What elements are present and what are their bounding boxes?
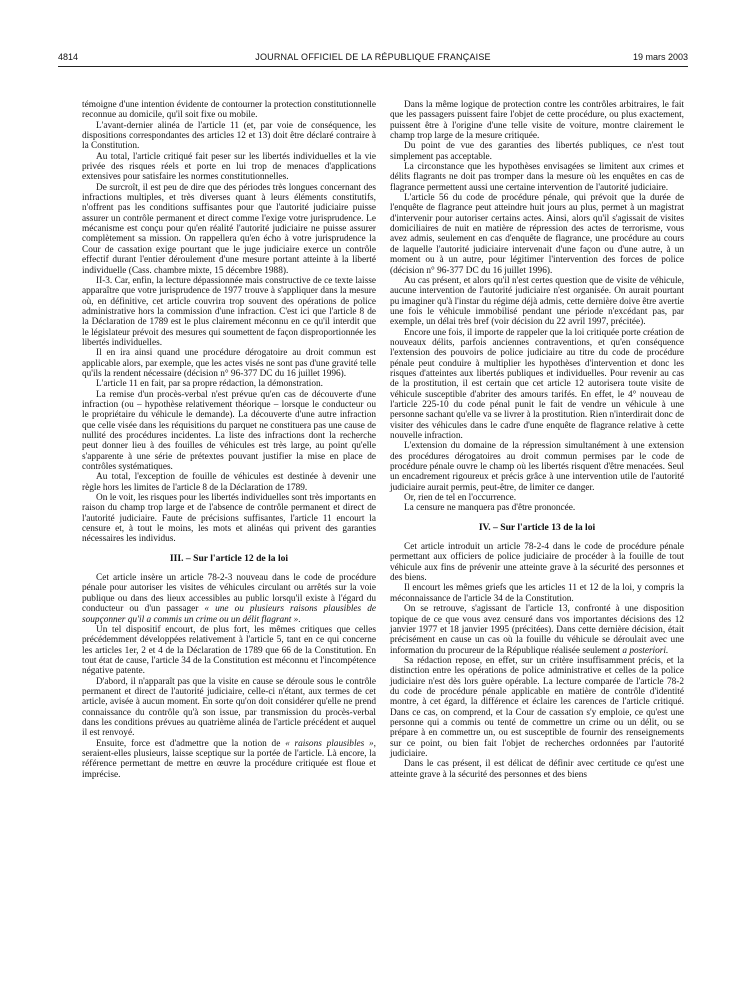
paragraph: La circonstance que les hypothèses envisagées se limitent aux crimes et délits flagrants ne doit pas tromper dans la mesure où les enquêtes en cas de flagrance permettent aussi une certaine intervention de l'autorité judiciaire. <box>390 162 684 193</box>
paragraph: Un tel dispositif encourt, de plus fort, les mêmes critiques que celles précédemment développées relativement à l'article 5, tant en ce qui concerne les articles 1er, 2 et 4 de la Déclaration de 1789 que 66 de la Constitution. En tout état de cause, l'article 34 de la Constitution est méconnu et l'incompétence négative patente. <box>82 624 376 677</box>
paragraph: Dans le cas présent, il est délicat de définir avec certitude ce qu'est une atteinte grave à la sécurité des personnes et des biens <box>390 759 684 780</box>
paragraph: II-3. Car, enfin, la lecture dépassionnée mais constructive de ce texte laisse apparaître que votre jurisprudence de 1977 trouve à s'appliquer dans la mesure où, en définitive, cet article couvrira trop souvent des opérations de police administrative hors la commission d'une infraction. C'est ici que l'article 8 de la Déclaration de 1789 est le plus clairement méconnu en ce qu'il interdit que le législateur prévoit des mesures qui soumettent de façon disproportionnée les libertés individuelles. <box>82 275 376 348</box>
paragraph: Or, rien de tel en l'occurrence. <box>404 493 517 504</box>
paragraph: Dans la même logique de protection contre les contrôles arbitraires, le fait que les passagers puissent faire l'objet de cette procédure, ou plus exactement, puissent être à l'origine d'une telle visite de voiture, montre clairement le champ trop large de la mesure critiquée. <box>390 100 684 142</box>
paragraph: La censure ne manquera pas d'être prononcée. <box>404 503 576 514</box>
paragraph: L'article 11 en fait, par sa propre rédaction, la démonstration. <box>96 379 323 390</box>
right-column <box>390 100 684 780</box>
paragraph <box>82 573 376 625</box>
paragraph: Au total, l'exception de fouille de véhicules est destinée à devenir une règle hors les limites de l'article 8 de la Déclaration de 1789. <box>82 472 376 493</box>
paragraph: Sa rédaction repose, en effet, sur un critère insuffisamment précis, et la distinction entre les opérations de police administrative et celles de la police judiciaire n'est dès lors guère opérable. La lecture comparée de l'article 78-2 du code de procédure pénale applicable en matière de contrôle d'identité montre, à cet égard, la différence et éclaire les carences de l'article critiqué. Dans ce cas, on comprend, et la Cour de cassation s'y emploie, ce qu'est une personne qui a commis ou tenté de commettre un crime ou un délit, ou se prépare à en commettre un, ou est susceptible de fournir des renseignements sur ce point, ou bien fait l'objet de recherches ordonnées par l'autorité judiciaire. <box>390 655 684 759</box>
paragraph: L'extension du domaine de la répression simultanément à une extension des procédures dérogatoires au droit commun permises par le code de procédure pénale ouvre le champ où les libertés risquent d'être menacées. Seul un encadrement rigoureux et précis grâce à une intervention utile de l'autorité judiciaire aurait permis, peut-être, de limiter ce danger. <box>390 441 684 493</box>
paragraph: L'article 56 du code de procédure pénale, qui prévoit que la durée de l'enquête de flagrance peut atteindre huit jours au plus, permet à un magistrat d'intervenir pour autoriser certains actes. Ainsi, alors qu'il s'agissait de visites domiciliaires de nuit en matière de répression des actes de terrorisme, vous avez admis, seulement en cas d'enquête de flagrance, une procédure au cours de laquelle l'autorité judiciaire intervenait d'une façon ou d'une autre, à un moment ou à un autre, pour légitimer l'intervention des forces de police (décision n° 96-377 DC du 16 juillet 1996). <box>390 193 684 276</box>
paragraph-text: Cet article insère un article 78-2-3 nouveau dans le code de procédure pénale pour autoriser les visites de véhicules circulant ou arrêtés sur la voie publique ou dans des lieux accessibles au public lorsqu'il existe à l'égard du conducteur ou d'un passager <box>82 573 376 615</box>
quotation: « une ou plusieurs raisons plausibles de soupçonner qu'il a commis un crime ou un délit flagrant ». <box>82 604 376 625</box>
paragraph-text: Ensuite, force est d'admettre que la notion de <box>96 738 286 749</box>
paragraph: témoigne d'une intention évidente de contourner la protection constitutionnelle reconnue au domicile, qu'il soit fixe ou mobile. <box>82 100 376 121</box>
paragraph: Il en ira ainsi quand une procédure dérogatoire au droit commun est applicable alors, par exemple, que les actes visés ne sont pas d'une gravité telle qu'ils la rendent nécessaire (décision n° 96-377 DC du 16 juillet 1996). <box>82 348 376 379</box>
section-heading-article-12: III. – Sur l'article 12 de la loi <box>169 552 289 564</box>
section-heading-article-13: IV. – Sur l'article 13 de la loi <box>478 521 596 533</box>
left-column <box>82 100 376 780</box>
paragraph-text: , seraient-elles plusieurs, laisse sceptique sur la portée de l'article. Là encore, la référence permettant de mettre en œuvre la procédure critiquée est floue et imprécise. <box>82 738 376 780</box>
paragraph: Au cas présent, et alors qu'il n'est certes question que de visite de véhicule, aucune intervention de l'autorité judiciaire n'est organisée. On aurait pourtant pu imaginer qu'à l'instar du régime déjà admis, cette dernière doive être avertie une fois le véhicule immobilisé pendant une période n'excédant pas, par exemple, un délai très bref (voir décision du 22 avril 1997, précitée). <box>390 275 684 328</box>
paragraph: D'abord, il n'apparaît pas que la visite en cause se déroule sous le contrôle permanent et direct de l'autorité judiciaire, celle-ci n'étant, aux termes de cet article, avisée à aucun moment. En sorte qu'on doit considérer qu'elle ne prend connaissance du contrôle qu'à son issue, par transmission du procès-verbal dans les conditions prévues au quatrième alinéa de l'article précédent et auquel il est renvoyé. <box>82 676 376 739</box>
paragraph: De surcroît, il est peu de dire que des périodes très longues concernant des infractions multiples, et très diverses quant à leurs éléments constitutifs, n'offrent pas les conditions suffisantes pour que l'autorité judiciaire puisse assurer un contrôle permanent et direct comme l'exige votre jurisprudence. Le mécanisme est conçu pour qu'en réalité l'autorité judiciaire ne puisse assurer complètement sa mission. On rappellera qu'en écho à votre jurisprudence la Cour de cassation exige pourtant que le juge judiciaire exerce un contrôle effectif durant l'entier déroulement d'une mesure portant atteinte à la liberté individuelle (Cass. chambre mixte, 15 décembre 1988). <box>82 182 376 276</box>
paragraph: Du point de vue des garanties des libertés publiques, ce n'est tout simplement pas acceptable. <box>390 141 684 162</box>
paragraph-text: On se retrouve, s'agissant de l'article 13, confronté à une disposition topique de ce que vous avez censuré dans vos importantes décisions des 12 janvier 1977 et 18 janvier 1995 (précitées). Dans cette dernière décision, était précisément en cause un cas où la fouille du véhicule se déroulait avec une information du procureur de la République réalisée seulement <box>390 604 684 656</box>
paragraph <box>390 604 684 656</box>
paragraph: L'avant-dernier alinéa de l'article 11 (et, par voie de conséquence, les dispositions correspondantes des articles 12 et 13) doit être déclaré contraire à la Constitution. <box>82 120 376 152</box>
issue-date: 19 mars 2003 <box>632 52 688 62</box>
page-header <box>58 52 688 64</box>
quotation: « raisons plausibles » <box>285 738 374 749</box>
header-rule <box>58 66 688 67</box>
latin-phrase: a posteriori. <box>622 645 669 656</box>
paragraph: Il encourt les mêmes griefs que les articles 11 et 12 de la loi, y compris la méconnaissance de l'article 34 de la Constitution. <box>390 583 684 604</box>
paragraph: Cet article introduit un article 78-2-4 dans le code de procédure pénale permettant aux officiers de police judiciaire de procéder à la fouille de tout véhicule aux fins de prévenir une atteinte grave à la sécurité des personnes et des biens. <box>390 542 684 584</box>
paragraph: Encore une fois, il importe de rappeler que la loi critiquée porte création de nouveaux délits, parfois anciennes contraventions, et qu'en conséquence l'extension des pouvoirs de police judiciaire au titre du code de procédure pénale peut conduire à multiplier les hypothèses d'intervention et donc les risques d'atteintes aux libertés publiques et individuelles. Pour revenir au cas de la prostitution, il est certain que cet article 12 autorisera toute visite de véhicule susceptible d'abriter des amours tarifés. En effet, le 4° nouveau de l'article 225-10 du code pénal punit le fait de vendre un véhicule à une personne sachant qu'elle va se livrer à la prostitution. Rien n'interdirait donc de visiter des véhicules dans le cadre d'une enquête de flagrance relative à cette nouvelle infraction. <box>390 327 684 441</box>
paragraph <box>82 739 376 780</box>
page-number: 4814 <box>58 52 79 62</box>
paragraph: On le voit, les risques pour les libertés individuelles sont très importants en raison du champ trop large et de l'absence de contrôle permanent et direct de l'autorité judiciaire. Faute de précisions suffisantes, l'article 11 encourt la censure et, à tout le moins, les mots et alinéas qui privent des garanties nécessaires les individus. <box>82 493 376 545</box>
paragraph: La remise d'un procès-verbal n'est prévue qu'en cas de découverte d'une infraction (ou – hypothèse relativement théorique – lorsque le conducteur ou le propriétaire du véhicule le demande). La découverte d'une autre infraction que celle visée dans les réquisitions du parquet ne constituera pas une cause de nullité des procédures incidentes. La liste des infractions dont la recherche peut donner lieu à des fouilles de véhicules est très large, au point qu'elle s'apparente à une série de prétextes pouvant justifier la mise en place de contrôles systématiques. <box>82 389 376 473</box>
journal-title: JOURNAL OFFICIEL DE LA RÉPUBLIQUE FRANÇAISE <box>255 52 491 62</box>
paragraph: Au total, l'article critiqué fait peser sur les libertés individuelles et la vie privée des risques réels et porte en lui trop de menaces d'applications extensives pour satisfaire les normes constitutionnelles. <box>82 151 376 183</box>
